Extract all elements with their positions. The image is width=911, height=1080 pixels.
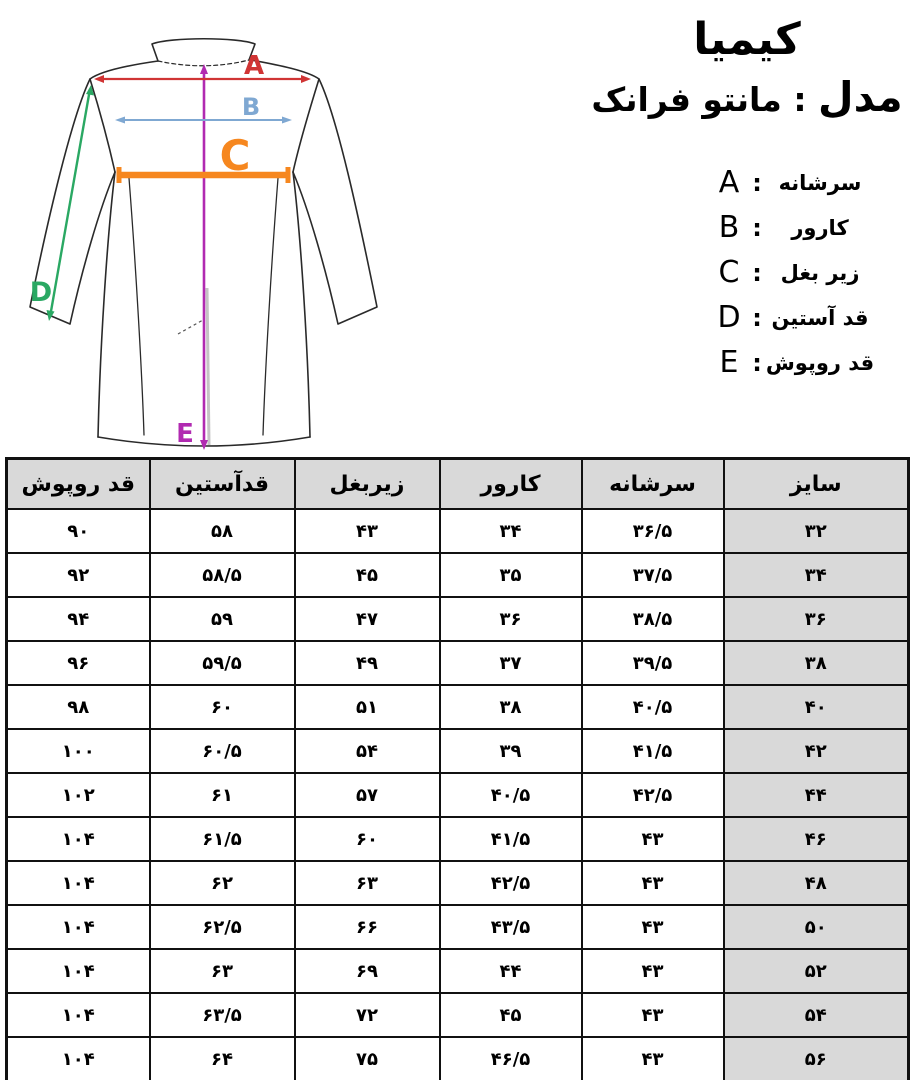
value-cell: ۳۶ [440,597,582,641]
value-cell: ۳۷ [440,641,582,685]
table-row [7,905,909,949]
value-cell: ۴۲/۵ [440,861,582,905]
table-row [7,993,909,1037]
size-cell: ۴۶ [724,817,909,861]
legend-letter-A: A [718,165,740,200]
value-cell: ۴۹ [295,641,440,685]
measure-line-D [47,85,95,321]
value-cell: ۱۰۲ [7,773,150,817]
value-cell: ۱۰۴ [7,993,150,1037]
value-cell: ۶۳/۵ [150,993,295,1037]
size-cell: ۵۰ [724,905,909,949]
value-cell: ۶۰/۵ [150,729,295,773]
diagram-label-B: B [241,93,261,121]
diagram-label-E: E [176,419,194,449]
legend-term-C: زیر بغل [780,260,860,285]
value-cell: ۴۳ [295,509,440,553]
value-cell: ۹۲ [7,553,150,597]
value-cell: ۱۰۴ [7,949,150,993]
size-table [5,457,910,1080]
size-cell: ۳۴ [724,553,909,597]
value-cell: ۳۴ [440,509,582,553]
legend-term-E: قد روپوش [765,350,875,375]
table-row [7,817,909,861]
value-cell: ۶۳ [150,949,295,993]
value-cell: ۴۳/۵ [440,905,582,949]
value-cell: ۳۶/۵ [582,509,724,553]
value-cell: ۵۱ [295,685,440,729]
value-cell: ۹۰ [7,509,150,553]
size-cell: ۵۶ [724,1037,909,1080]
value-cell: ۱۰۴ [7,817,150,861]
size-cell: ۳۸ [724,641,909,685]
model-value: مانتو فرانک [591,79,782,119]
value-cell: ۴۳ [582,861,724,905]
value-cell: ۶۱ [150,773,295,817]
value-cell: ۴۳ [582,817,724,861]
column-header-2: کارور [440,459,582,510]
value-cell: ۴۲/۵ [582,773,724,817]
legend-colon: : [752,348,762,377]
value-cell: ۴۳ [582,949,724,993]
legend-term-B: کارور [791,215,849,240]
garment-back-diagram [2,8,402,460]
value-cell: ۱۰۰ [7,729,150,773]
table-row [7,773,909,817]
table-row [7,861,909,905]
value-cell: ۴۳ [582,1037,724,1080]
value-cell: ۶۴ [150,1037,295,1080]
model-label: مدل [818,72,903,121]
value-cell: ۱۰۴ [7,1037,150,1080]
title-block [587,14,907,121]
value-cell: ۶۰ [295,817,440,861]
legend-letter-C: C [718,255,740,290]
column-header-1: سرشانه [582,459,724,510]
value-cell: ۶۲ [150,861,295,905]
value-cell: ۵۷ [295,773,440,817]
diagram-label-D: D [29,277,53,308]
value-cell: ۴۴ [440,949,582,993]
table-row [7,553,909,597]
size-cell: ۵۲ [724,949,909,993]
size-cell: ۴۸ [724,861,909,905]
measure-line-A [94,75,311,83]
value-cell: ۹۶ [7,641,150,685]
value-cell: ۴۱/۵ [440,817,582,861]
value-cell: ۴۳ [582,905,724,949]
center-shadow [207,288,209,445]
value-cell: ۶۶ [295,905,440,949]
value-cell: ۵۸/۵ [150,553,295,597]
value-cell: ۴۰/۵ [440,773,582,817]
value-cell: ۱۰۴ [7,905,150,949]
dashed-detail [178,320,203,334]
value-cell: ۴۰/۵ [582,685,724,729]
value-cell: ۳۷/۵ [582,553,724,597]
size-cell: ۳۶ [724,597,909,641]
value-cell: ۱۰۴ [7,861,150,905]
table-row [7,509,909,553]
table-row [7,949,909,993]
legend-letter-D: D [717,300,741,335]
table-row [7,1037,909,1080]
table-row [7,729,909,773]
size-cell: ۳۲ [724,509,909,553]
value-cell: ۶۹ [295,949,440,993]
value-cell: ۴۱/۵ [582,729,724,773]
diagram-label-C: C [219,131,251,180]
legend-letter-E: E [719,345,739,380]
legend-term-D: قد آستین [771,305,869,330]
value-cell: ۴۵ [440,993,582,1037]
value-cell: ۷۲ [295,993,440,1037]
value-cell: ۴۳ [582,993,724,1037]
value-cell: ۷۵ [295,1037,440,1080]
value-cell: ۴۶/۵ [440,1037,582,1080]
table-row [7,641,909,685]
column-header-0: سایز [724,459,909,510]
value-cell: ۶۳ [295,861,440,905]
value-cell: ۵۴ [295,729,440,773]
size-cell: ۵۴ [724,993,909,1037]
value-cell: ۵۸ [150,509,295,553]
value-cell: ۹۸ [7,685,150,729]
value-cell: ۵۹/۵ [150,641,295,685]
size-table-header [7,459,909,510]
value-cell: ۳۹ [440,729,582,773]
column-header-5: قد روپوش [7,459,150,510]
legend-colon: : [752,258,762,287]
legend-colon: : [752,303,762,332]
table-row [7,597,909,641]
value-cell: ۴۵ [295,553,440,597]
table-row [7,685,909,729]
column-header-3: زیربغل [295,459,440,510]
value-cell: ۳۹/۵ [582,641,724,685]
size-cell: ۴۴ [724,773,909,817]
value-cell: ۳۸/۵ [582,597,724,641]
brand-title: کیمیا [693,14,801,65]
value-cell: ۵۹ [150,597,295,641]
value-cell: ۶۲/۵ [150,905,295,949]
legend-colon: : [752,168,762,197]
column-header-4: قدآستین [150,459,295,510]
legend-colon: : [752,213,762,242]
legend-letter-B: B [718,210,740,245]
value-cell: ۶۰ [150,685,295,729]
value-cell: ۳۵ [440,553,582,597]
value-cell: ۶۱/۵ [150,817,295,861]
measure-line-E [200,64,208,450]
legend-term-A: سرشانه [778,170,862,195]
model-line [587,73,907,121]
size-cell: ۴۰ [724,685,909,729]
value-cell: ۹۴ [7,597,150,641]
value-cell: ۳۸ [440,685,582,729]
measurement-legend [709,160,875,385]
size-cell: ۴۲ [724,729,909,773]
model-separator: : [793,79,807,119]
size-table-body [7,509,909,1080]
value-cell: ۴۷ [295,597,440,641]
diagram-label-A: A [243,51,265,81]
